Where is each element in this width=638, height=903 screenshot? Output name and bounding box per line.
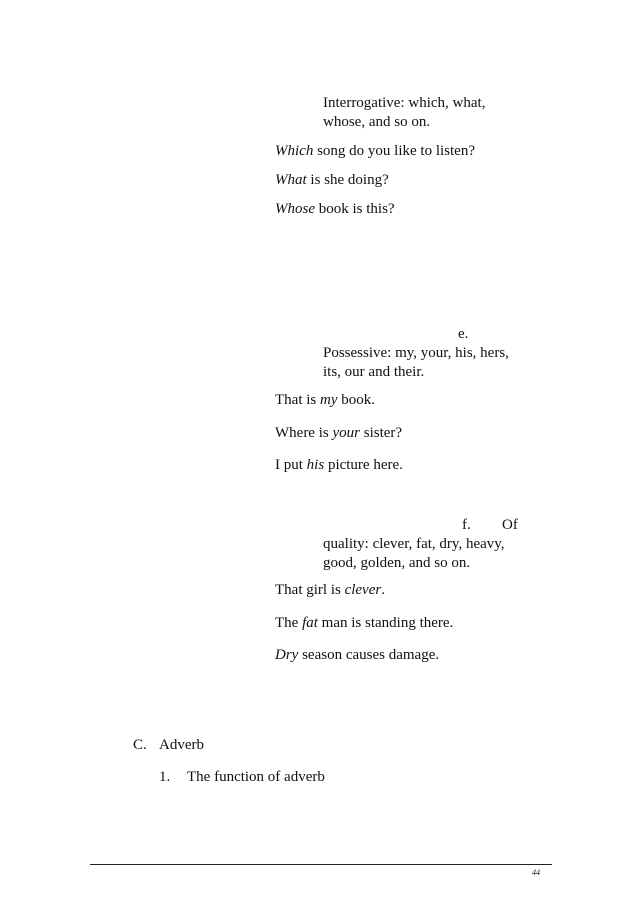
quality-definition-line2: good, golden, and so on.	[323, 555, 471, 571]
list-item-number: 1.	[159, 769, 171, 785]
possessive-example-1	[275, 391, 375, 410]
quality-marker: f.	[462, 517, 471, 533]
example-emphasis: fat	[302, 615, 318, 631]
example-text: .	[381, 582, 385, 598]
example-text: song do you like to listen?	[313, 143, 475, 159]
example-text: Where is	[275, 425, 333, 441]
interrogative-example-1	[275, 142, 475, 161]
section-label: C.	[133, 737, 147, 753]
example-text: season causes damage.	[298, 647, 440, 663]
footer-rule	[90, 864, 552, 865]
example-text: I put	[275, 457, 307, 473]
example-emphasis: Whose	[275, 201, 315, 217]
interrogative-example-3	[275, 200, 395, 219]
example-emphasis: clever	[344, 582, 382, 598]
possessive-definition-line2: its, our and their.	[323, 364, 425, 380]
section-title: Adverb	[159, 737, 204, 753]
example-text: picture here.	[324, 457, 403, 473]
page-number: 44	[532, 868, 540, 877]
example-text: That is	[275, 392, 320, 408]
interrogative-definition-line1: Interrogative: which, what,	[323, 95, 486, 111]
quality-example-1	[275, 581, 385, 600]
possessive-example-3	[275, 456, 403, 475]
example-text: The	[275, 615, 303, 631]
quality-definition-line1: quality: clever, fat, dry, heavy,	[323, 536, 505, 552]
quality-example-3	[275, 646, 439, 665]
example-text: book.	[337, 392, 375, 408]
possessive-marker: e.	[458, 326, 469, 342]
interrogative-definition-line2: whose, and so on.	[323, 114, 431, 130]
example-text: man is standing there.	[317, 615, 454, 631]
example-emphasis: his	[306, 457, 325, 473]
example-text: That girl is	[275, 582, 345, 598]
possessive-definition-line1: Possessive: my, your, his, hers,	[323, 345, 509, 361]
example-emphasis: your	[332, 425, 360, 441]
example-emphasis: Dry	[275, 647, 299, 663]
possessive-example-2	[275, 424, 402, 443]
example-text: sister?	[359, 425, 403, 441]
quality-example-2	[275, 614, 453, 633]
example-emphasis: my	[320, 392, 338, 408]
list-item-text: The function of adverb	[187, 769, 325, 785]
example-emphasis: What	[275, 172, 307, 188]
quality-marker-word: Of	[502, 517, 518, 533]
interrogative-example-2	[275, 171, 389, 190]
example-text: is she doing?	[306, 172, 389, 188]
example-text: book is this?	[315, 201, 395, 217]
example-emphasis: Which	[275, 143, 314, 159]
